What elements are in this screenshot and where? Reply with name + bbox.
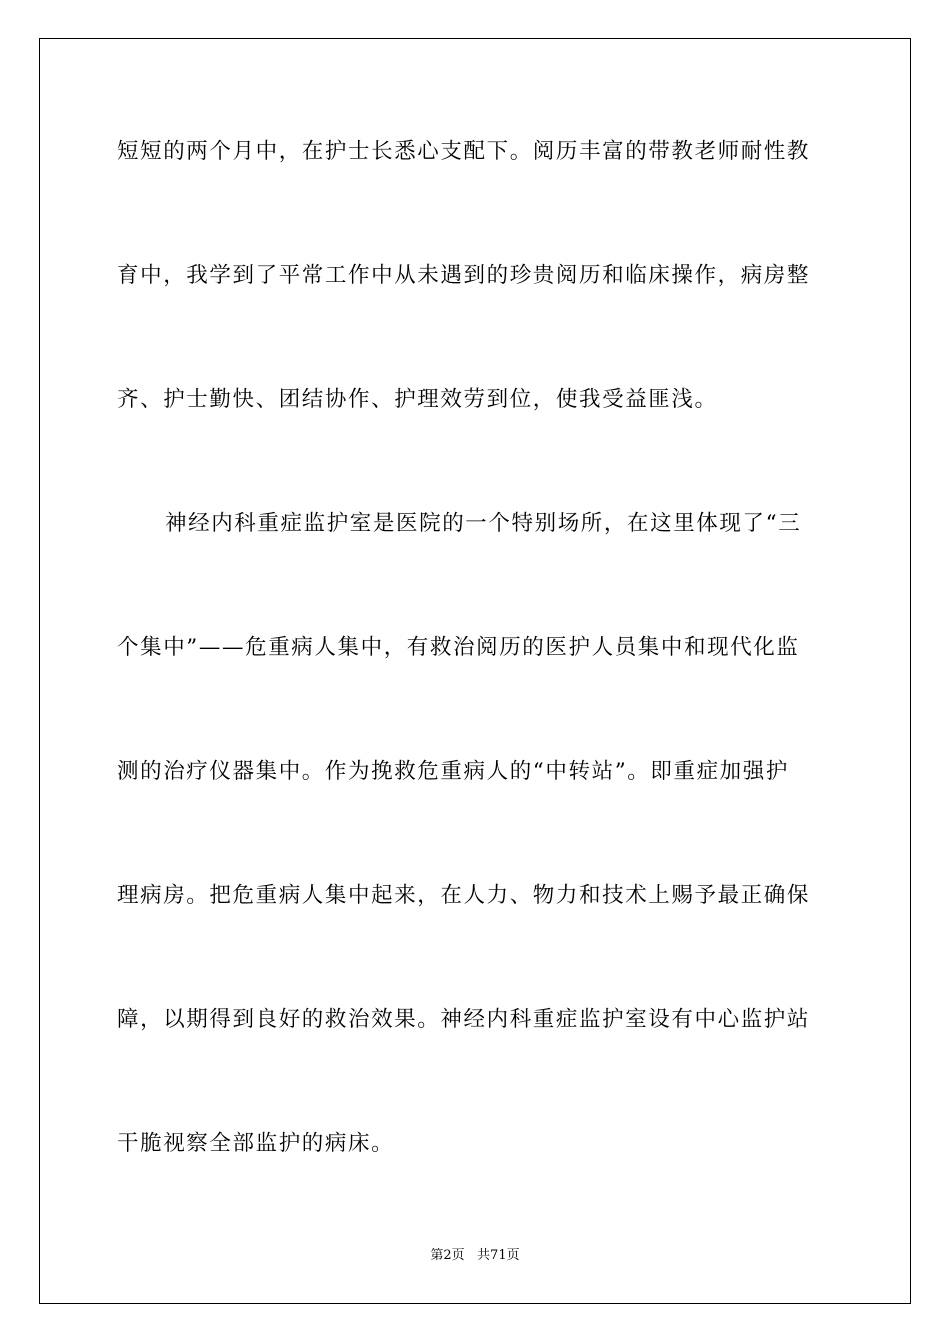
text-line-9: 干脆视察全部监护的病床。 — [117, 1131, 395, 1156]
text-line-6: 测的治疗仪器集中。作为挽救危重病人的“中转站”。即重症加强护 — [117, 759, 789, 784]
text-line-8: 障，以期得到良好的救治效果。神经内科重症监护室设有中心监护站 — [117, 1007, 811, 1032]
text-line-5: 个集中”——危重病人集中，有救治阅历的医护人员集中和现代化监 — [117, 635, 800, 660]
text-line-3: 齐、护士勤快、团结协作、护理效劳到位，使我受益匪浅。 — [117, 387, 718, 412]
text-line-7: 理病房。把危重病人集中起来，在人力、物力和技术上赐予最正确保 — [117, 883, 811, 908]
text-line-1: 短短的两个月中，在护士长悉心支配下。阅历丰富的带教老师耐性教 — [117, 139, 811, 164]
page-number-footer: 第2页 共71页 — [430, 1248, 520, 1263]
text-line-2: 育中，我学到了平常工作中从未遇到的珍贵阅历和临床操作，病房整 — [117, 263, 811, 288]
text-line-4: 神经内科重症监护室是医院的一个特别场所，在这里体现了“三 — [165, 511, 802, 536]
page-border — [39, 38, 911, 1304]
